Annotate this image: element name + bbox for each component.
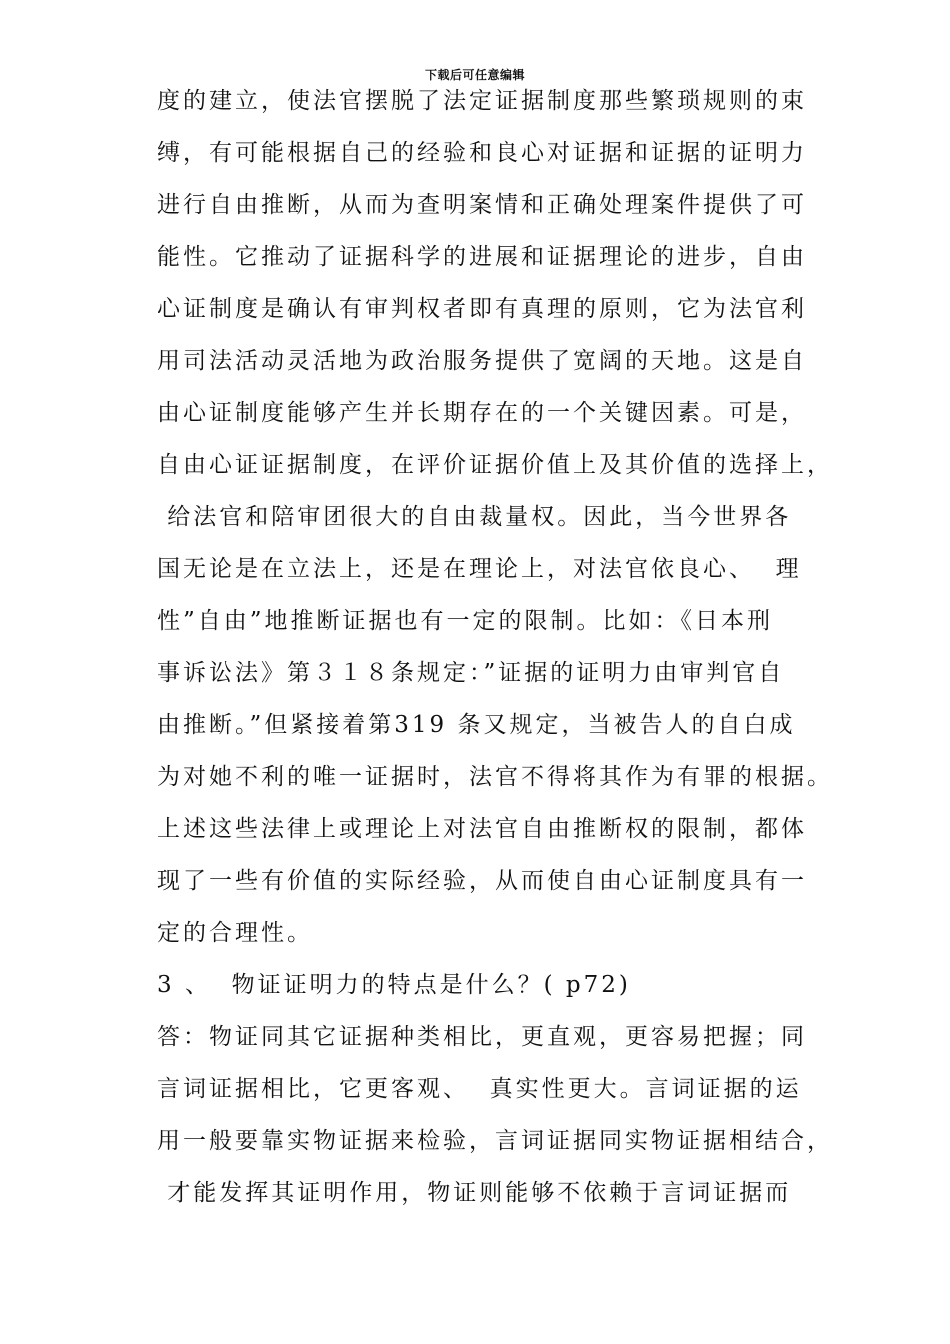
body-line: 进行自由推断，从而为查明案情和正确处理案件提供了可 (157, 192, 807, 218)
body-line: 能性。它推动了证据科学的进展和证据理论的进步，自由 (157, 244, 807, 270)
answer-line: 用一般要靠实物证据来检验，言词证据同实物证据相结合， (157, 1128, 833, 1154)
body-line: 性”自由”地推断证据也有一定的限制。比如：《日本刑 (157, 608, 774, 634)
body-line: 缚，有可能根据自己的经验和良心对证据和证据的证明力 (157, 140, 807, 166)
body-line: 现了一些有价值的实际经验，从而使自由心证制度具有一 (157, 868, 807, 894)
body-line: 由心证制度能够产生并长期存在的一个关键因素。可是， (157, 400, 807, 426)
answer-line: 才能发挥其证明作用，物证则能够不依赖于言词证据而 (157, 1180, 792, 1206)
question-heading: 3 、 物证证明力的特点是什么？( p72) (157, 972, 631, 998)
body-line: 为对她不利的唯一证据时，法官不得将其作为有罪的根据。 (157, 764, 833, 790)
header-note: 下载后可任意编辑 (424, 68, 525, 82)
body-line: 度的建立，使法官摆脱了法定证据制度那些繁琐规则的束 (157, 88, 807, 114)
body-line: 自由心证证据制度，在评价证据价值上及其价值的选择上， (157, 452, 833, 478)
body-line: 心证制度是确认有审判权者即有真理的原则，它为法官利 (157, 296, 807, 322)
body-line: 国无论是在立法上，还是在理论上，对法官依良心、 理 (157, 556, 802, 582)
body-line: 事诉讼法》第３１８条规定：”证据的证明力由审判官自 (157, 660, 785, 686)
document-body (157, 75, 833, 1219)
answer-line: 言词证据相比，它更客观、 真实性更大。言词证据的运 (157, 1076, 802, 1102)
body-line: 给法官和陪审团很大的自由裁量权。因此，当今世界各 (157, 504, 792, 530)
body-line: 定的合理性。 (157, 920, 313, 946)
answer-line: 答：物证同其它证据种类相比，更直观，更容易把握；同 (157, 1024, 807, 1050)
body-line: 由推断。”但紧接着第319 条又规定，当被告人的自白成 (157, 712, 796, 738)
body-line: 上述这些法律上或理论上对法官自由推断权的限制，都体 (157, 816, 807, 842)
body-line: 用司法活动灵活地为政治服务提供了宽阔的天地。这是自 (157, 348, 807, 374)
